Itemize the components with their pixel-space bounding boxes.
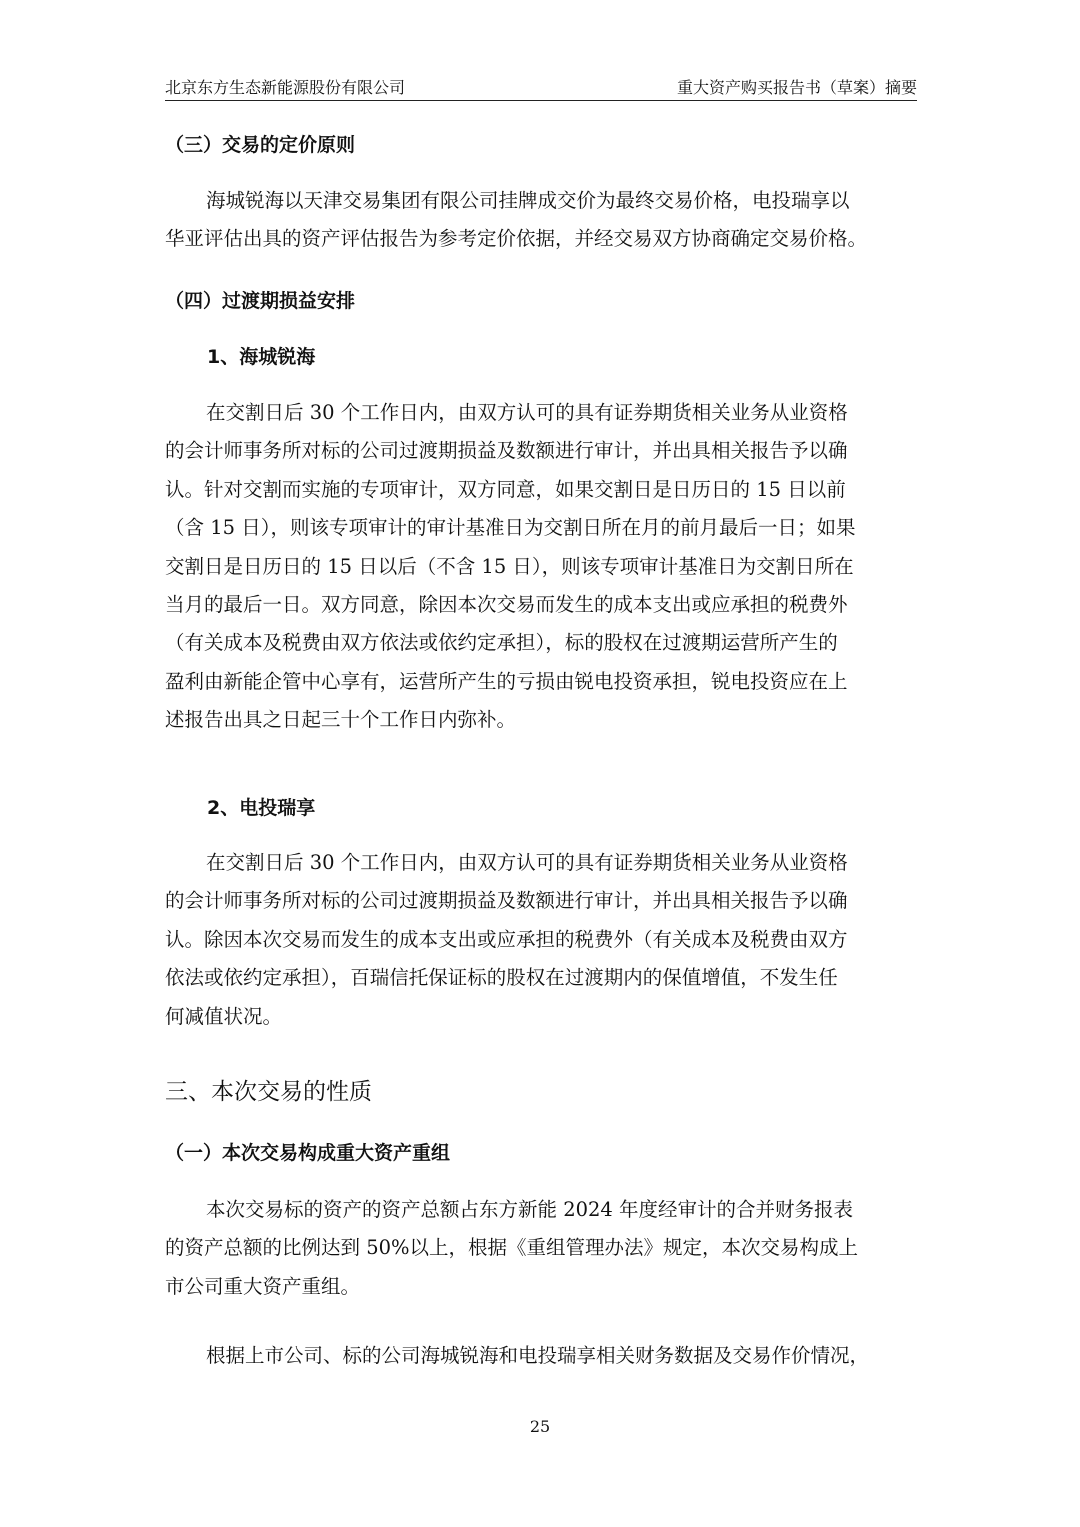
paragraph-line: 海城锐海以天津交易集团有限公司挂牌成交价为最终交易价格，电投瑞享以 [206, 189, 850, 212]
paragraph-haicheng-ruihai [165, 394, 917, 740]
page-number: 25 [529, 1417, 551, 1436]
page-header [165, 78, 917, 101]
header-company: 北京东方生态新能源股份有限公司 [165, 78, 406, 97]
paragraph-line: 的会计师事务所对标的公司过渡期损益及数额进行审计，并出具相关报告予以确 [165, 889, 848, 913]
paragraph-line: 述报告出具之日起三十个工作日内弥补。 [165, 708, 517, 732]
paragraph-diantou-ruixiang [165, 844, 917, 1036]
paragraph-line: 依法或依约定承担），百瑞信托保证标的股权在过渡期内的保值增值，不发生任 [165, 966, 838, 990]
paragraph-pricing [165, 182, 917, 259]
paragraph-major-restructuring [165, 1191, 917, 1306]
paragraph-line: 认。除因本次交易而发生的成本支出或应承担的税费外（有关成本及税费由双方 [165, 927, 848, 951]
paragraph-line: 何减值状况。 [165, 1004, 283, 1028]
paragraph-line: 的会计师事务所对标的公司过渡期损益及数额进行审计，并出具相关报告予以确 [165, 439, 848, 463]
paragraph-line: 本次交易标的资产的资产总额占东方新能 2024 年度经审计的合并财务报表 [206, 1198, 854, 1221]
section-heading-transition: （四）过渡期损益安排 [165, 290, 356, 312]
paragraph-line: 在交割日后 30 个工作日内，由双方认可的具有证券期货相关业务从业资格 [206, 401, 848, 424]
paragraph-line: 认。针对交割而实施的专项审计，双方同意，如果交割日是日历日的 15 日以前 [165, 477, 846, 501]
paragraph-financial-data [165, 1337, 917, 1375]
paragraph-line: 盈利由新能企管中心享有，运营所产生的亏损由锐电投资承担，锐电投资应在上 [165, 669, 848, 693]
paragraph-line: 的资产总额的比例达到 50%以上，根据《重组管理办法》规定，本次交易构成上 [165, 1236, 859, 1260]
paragraph-line: 当月的最后一日。双方同意，除因本次交易而发生的成本支出或应承担的税费外 [165, 593, 848, 617]
subheading-diantou-ruixiang: 2、电投瑞享 [207, 797, 316, 819]
paragraph-line: 华亚评估出具的资产评估报告为参考定价依据，并经交易双方协商确定交易价格。 [165, 227, 868, 251]
paragraph-line: （含 15 日），则该专项审计的审计基准日为交割日所在月的前月最后一日；如果 [165, 516, 856, 540]
part-heading-nature: 三、本次交易的性质 [165, 1079, 372, 1105]
paragraph-line: 在交割日后 30 个工作日内，由双方认可的具有证券期货相关业务从业资格 [206, 851, 848, 874]
paragraph-line: 市公司重大资产重组。 [165, 1274, 361, 1298]
section-heading-pricing: （三）交易的定价原则 [165, 134, 356, 156]
header-doc-title: 重大资产购买报告书（草案）摘要 [676, 78, 917, 97]
section-heading-major-restructuring: （一）本次交易构成重大资产重组 [165, 1142, 451, 1164]
paragraph-line: 交割日是日历日的 15 日以后（不含 15 日），则该专项审计基准日为交割日所在 [165, 554, 854, 578]
subheading-haicheng-ruihai: 1、海城锐海 [207, 346, 316, 368]
paragraph-line: 根据上市公司、标的公司海城锐海和电投瑞享相关财务数据及交易作价情况， [206, 1344, 870, 1367]
paragraph-line: （有关成本及税费由双方依法或依约定承担），标的股权在过渡期运营所产生的 [165, 631, 838, 655]
